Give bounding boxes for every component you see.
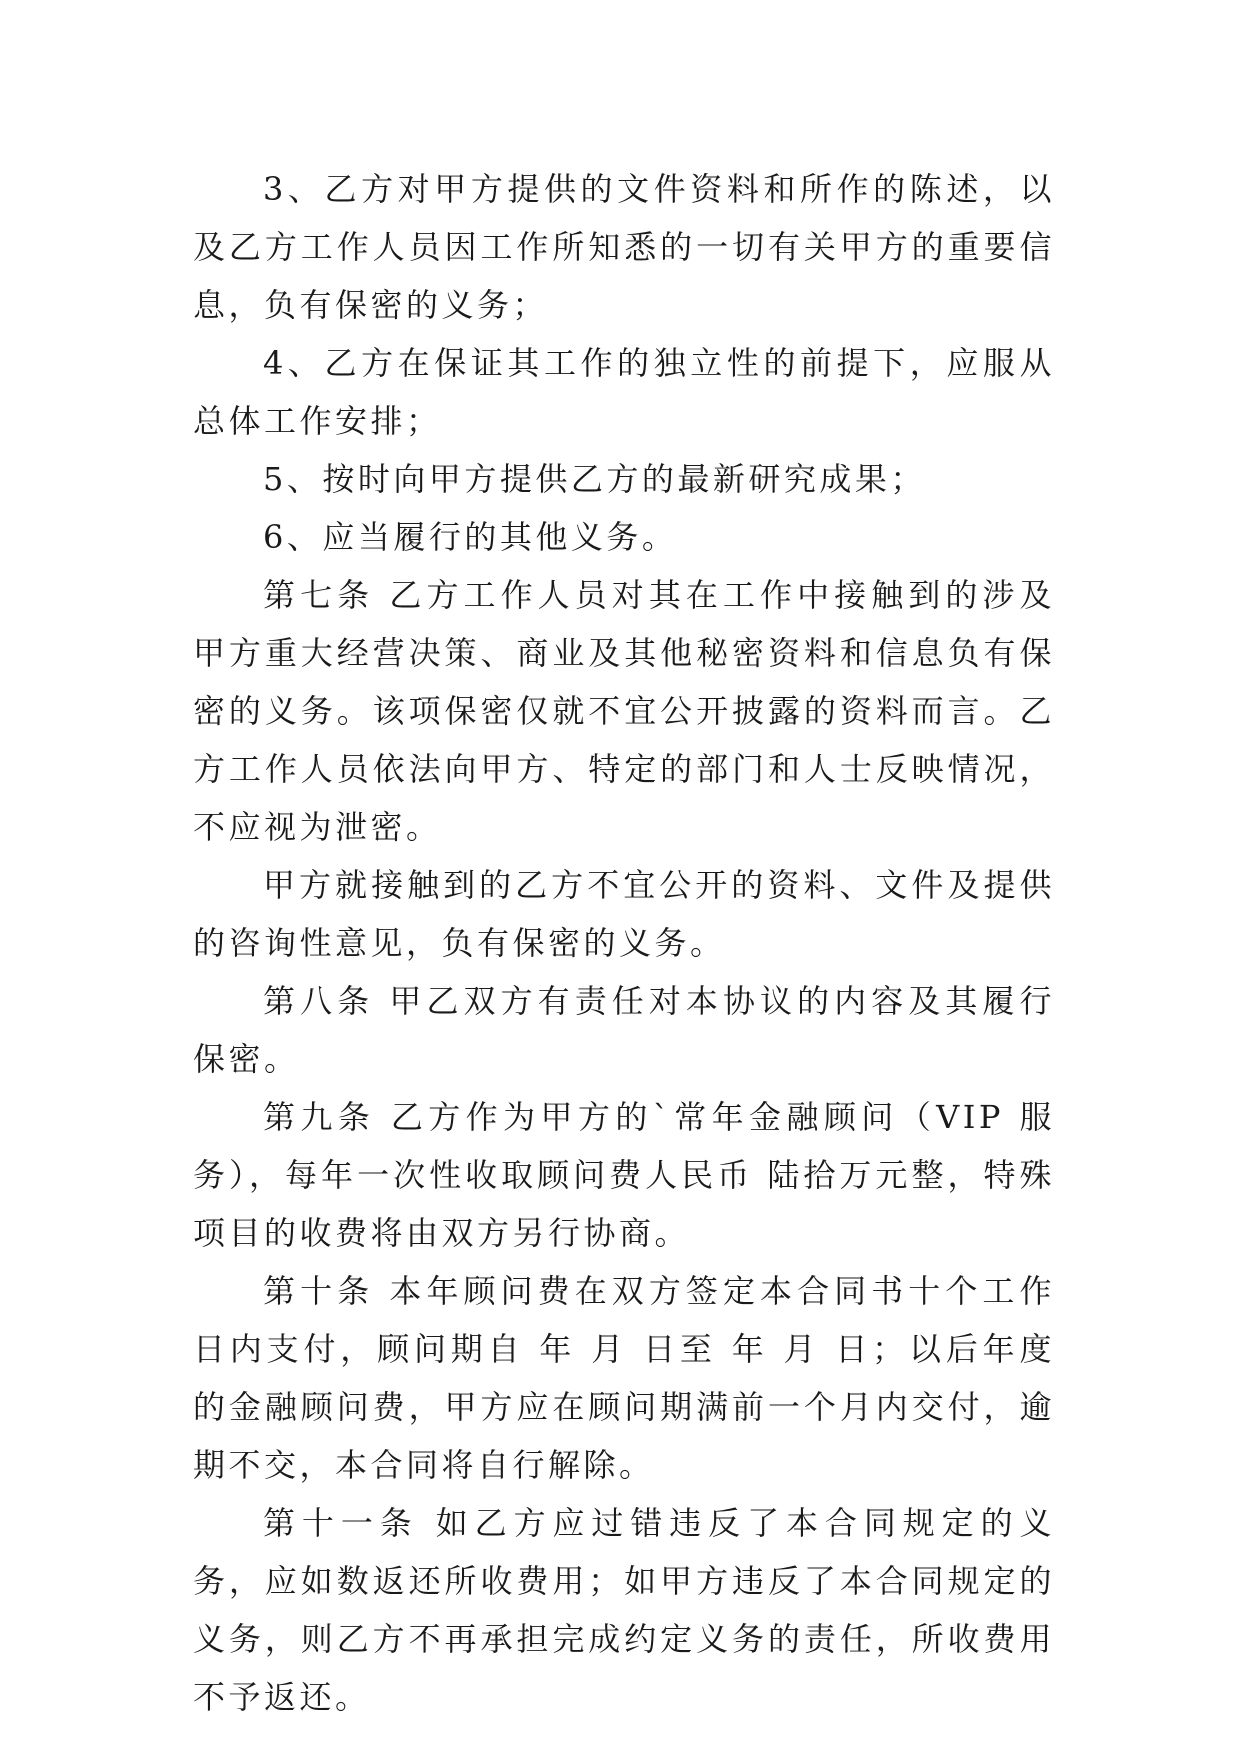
paragraph-article-8: 第八条 甲乙双方有责任对本协议的内容及其履行保密。 — [193, 982, 1055, 1078]
paragraph-clause-3: 3、乙方对甲方提供的文件资料和所作的陈述，以及乙方工作人员因工作所知悉的一切有关甲方的重要信息，负有保密的义务； — [193, 170, 1055, 324]
paragraph-clause-6: 6、应当履行的其他义务。 — [263, 518, 678, 556]
paragraph-clause-4: 4、乙方在保证其工作的独立性的前提下，应服从总体工作安排； — [193, 344, 1055, 440]
contract-body — [193, 160, 1055, 1726]
paragraph-article-11: 第十一条 如乙方应过错违反了本合同规定的义务，应如数返还所收费用；如甲方违反了本合同规定的义务，则乙方不再承担完成约定义务的责任，所收费用不予返还。 — [193, 1504, 1055, 1716]
paragraph-article-9: 第九条 乙方作为甲方的`常年金融顾问（VIP 服务），每年一次性收取顾问费人民币 陆拾万元整，特殊项目的收费将由双方另行协商。 — [193, 1098, 1055, 1252]
paragraph-clause-5: 5、按时向甲方提供乙方的最新研究成果； — [263, 460, 926, 498]
paragraph-article-7: 第七条 乙方工作人员对其在工作中接触到的涉及甲方重大经营决策、商业及其他秘密资料和信息负有保密的义务。该项保密仅就不宜公开披露的资料而言。乙方工作人员依法向甲方、特定的部门和人士反映情况，不应视为泄密。 — [193, 576, 1055, 846]
paragraph-party-a-confidentiality: 甲方就接触到的乙方不宜公开的资料、文件及提供的咨询性意见，负有保密的义务。 — [193, 866, 1055, 962]
paragraph-article-10: 第十条 本年顾问费在双方签定本合同书十个工作日内支付，顾问期自 年 月 日至 年 月 日；以后年度的金融顾问费，甲方应在顾问期满前一个月内交付，逾期不交，本合同将自行解除。 — [193, 1272, 1055, 1484]
